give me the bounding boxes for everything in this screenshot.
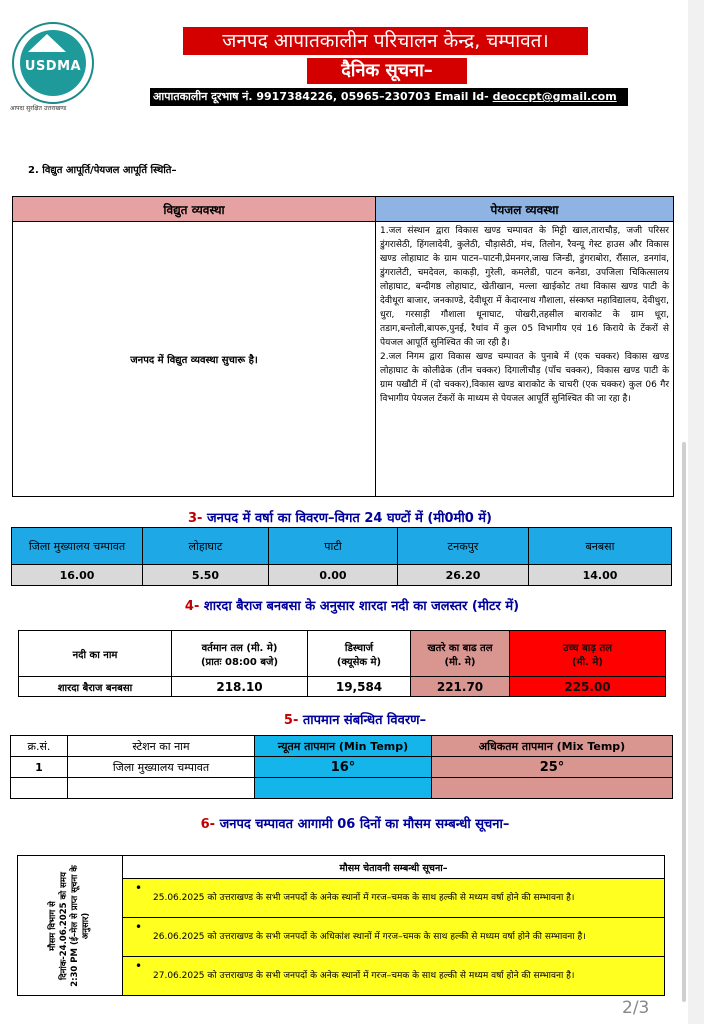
water-item-2: 2.जल निगम द्वारा विकास खण्ड चम्पावत के पुनाबे में (एक चक्कर) विकास खण्ड लोहाघाट के कोलीढेक (तीन चक्कर) दिगालीचौड़ (पाँच चक्कर), विकास खण्ड पाटी के ग्राम पखौटी में (दो चक्कर),विकास खण्ड बाराकोट के चाचरी (एक चक्कर) कुल 06 गैर विभागीय पेयजल टेंकरों के माध्यम से पेयजल आपूर्ति सुनिश्चित की जा रहा है। — [380, 352, 669, 404]
rain-value: 5.50 — [143, 565, 269, 586]
water-item-1: 1.जल संस्थान द्वारा विकास खण्ड चम्पावत के मिट्टी खाल,ताराचौड़, जजी परिसर डुंगरासेठी, हिंगलादेवी, कुलेठी, चौड़ासेठी, मंच, तिलोन, रैवन्यू गेस्ट हाउस और विकास खण्ड लोहाघाट के ग्राम पाटन–पाटनी,प्रेमनगर,जाख जिन्डी, डुंगराबोरा, रौंसाल, डनगांव, डुंगरालेटी, चमदेवल, काकड़ी, गुरेली, कमलेडी, पाटन कनेडा, उपजिला चिकित्सालय लोहाघाट, बन्दीगष्ठ लोहाघाट, खेतीखान, मल्ला खाईकोट तथा विकास खण्ड पाटी के देवीधूरा बाजार, जनकाण्डे, देवीधूरा में केदारनाथ गौशाला, संस्कष्त महाविद्यालय, देवीधुरा, धुरा, गरसाड़ी गौशाला धूनाघाट, पोखरी,तहसील बाराकोट के ग्राम धूरा, तडाग,बन्तोली,बापरू,पुनई, रैधांव में कुल 05 विभागीय एवं 16 किराये के टेंकरों से पेयजल आपूर्ति सुनिश्चित की जा रही है। — [380, 226, 669, 348]
rain-value: 0.00 — [269, 565, 398, 586]
email-link[interactable]: deoccpt@gmail.com — [492, 90, 617, 103]
min-temp-header: न्यूतम तापमान (Min Temp) — [255, 736, 432, 757]
current-level: 218.10 — [172, 677, 308, 697]
section4-title: 4- शारदा बैराज बनबसा के अनुसार शारदा नदी का जलस्तर (मीटर में) — [184, 599, 520, 614]
station-name: जिला मुख्यालय चम्पावत — [68, 757, 255, 778]
page-subtitle: दैनिक सूचना– — [307, 58, 467, 84]
section5-title: 5- तापमान संबन्धित विवरण– — [283, 713, 427, 728]
page-indicator: 2/3 — [622, 998, 650, 1018]
forecast-item: • 26.06.2025 को उत्तराखण्ड के सभी जनपदों के अधिकांश स्थानों में गरज–चमक के साथ हल्की से मध्यम वर्षा होने की सम्भावना है। — [123, 918, 665, 957]
viewer-side-gutter — [688, 0, 704, 1024]
discharge-header: डिस्चार्ज (क्यूसेक मे) — [308, 631, 411, 677]
forecast-item: • 27.06.2025 को उत्तराखण्ड के सभी जनपदों के अनेक स्थानों में गरज–चमक के साथ हल्की से मध्यम वर्षा होने की सम्भावना है। — [123, 957, 665, 996]
high-flood-level: 225.00 — [510, 677, 666, 697]
usdma-logo — [12, 22, 94, 104]
rain-value: 16.00 — [12, 565, 143, 586]
rainfall-table — [11, 527, 672, 586]
warning-header: मौसम चेतावनी सम्बन्धी सूचना– — [123, 856, 665, 879]
max-temp-value: 25° — [432, 757, 673, 778]
empty-cell — [11, 778, 68, 799]
river-name: शारदा बैराज बनबसा — [19, 677, 172, 697]
section2-title: 2. विद्युत आपूर्ति/पेयजल आपूर्ति स्थिति– — [28, 165, 177, 176]
weather-forecast-table — [17, 855, 665, 996]
river-name-header: नदी का नाम — [19, 631, 172, 677]
rain-header: टनकपुर — [398, 528, 529, 565]
temperature-table — [10, 735, 673, 799]
rain-value: 26.20 — [398, 565, 529, 586]
discharge-value: 19,584 — [308, 677, 411, 697]
logo-text: USDMA — [24, 59, 82, 74]
electricity-status: जनपद में विद्युत व्यवस्था सुचारू है। — [13, 222, 376, 497]
high-flood-header: उच्च बाढ़ तल (मी. मे) — [510, 631, 666, 677]
danger-level: 221.70 — [411, 677, 510, 697]
max-temp-header: अधिकतम तापमान (Mix Temp) — [432, 736, 673, 757]
section3-title: 3- जनपद में वर्षा का विवरण–विगत 24 घण्टों में (मी0मी0 में) — [188, 511, 492, 526]
forecast-source-note: मौसम विभाग से दिनांक-24.06.2025 को समय 2:30 PM (ई–मेल से प्राप्त सूचना के अनुसार) — [18, 856, 123, 996]
empty-cell — [68, 778, 255, 799]
contact-bar — [150, 88, 628, 106]
rain-header: लोहाघाट — [143, 528, 269, 565]
empty-cell — [255, 778, 432, 799]
rain-header: जिला मुख्यालय चम्पावत — [12, 528, 143, 565]
supply-table — [12, 196, 674, 497]
rain-value: 14.00 — [529, 565, 672, 586]
forecast-item: • 25.06.2025 को उत्तराखण्ड के सभी जनपदों के अनेक स्थानों में गरज–चमक के साथ हल्की से मध्यम वर्षा होने की सम्भावना है। — [123, 879, 665, 918]
sn-value: 1 — [11, 757, 68, 778]
rain-header: बनबसा — [529, 528, 672, 565]
section6-title: 6- जनपद चम्पावत आगामी 06 दिनों का मौसम सम्बन्धी सूचना– — [200, 817, 510, 832]
current-level-header: वर्तमान तल (मी. मे) (प्रातः 08:00 बजे) — [172, 631, 308, 677]
rain-header: पाटी — [269, 528, 398, 565]
logo-tagline: आपदा सुरक्षित उत्तराखण्ड — [10, 105, 67, 112]
electricity-header: विद्युत व्यवस्था — [13, 197, 376, 222]
sn-header: क्र.सं. — [11, 736, 68, 757]
station-header: स्टेशन का नाम — [68, 736, 255, 757]
river-level-table — [18, 630, 666, 697]
contact-text: आपातकालीन दूरभाष नं. 9917384226, 05965–230703 Email Id- — [153, 90, 489, 103]
danger-level-header: खतरे का बाढ तल (मी. मे) — [411, 631, 510, 677]
water-status — [376, 222, 674, 497]
min-temp-value: 16° — [255, 757, 432, 778]
water-header: पेयजल व्यवस्था — [376, 197, 674, 222]
page-title: जनपद आपातकालीन परिचालन केन्द्र, चम्पावत। — [183, 27, 588, 55]
empty-cell — [432, 778, 673, 799]
